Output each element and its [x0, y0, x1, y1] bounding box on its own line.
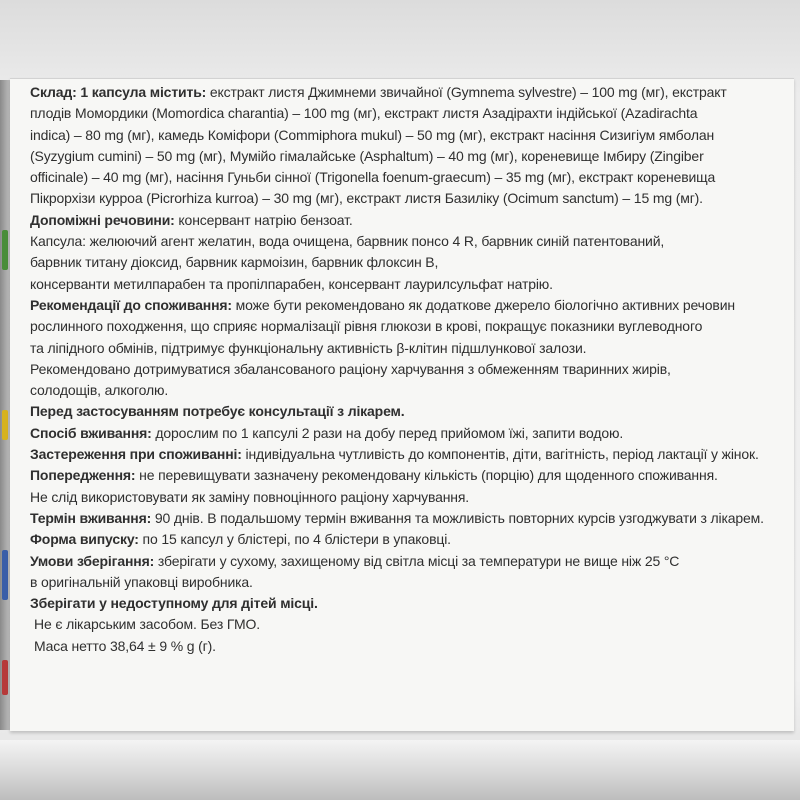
section-text: Капсула: желюючий агент желатин, вода очищена, барвник понсо 4 R, барвник синій патентований,	[30, 233, 665, 250]
label-line	[30, 316, 790, 337]
label-line	[30, 401, 790, 422]
label-line	[30, 359, 790, 380]
label-line	[30, 487, 790, 508]
label-line	[30, 167, 790, 188]
label-line	[30, 125, 790, 146]
label-line	[30, 146, 790, 167]
section-heading: Форма випуску:	[30, 531, 139, 548]
section-text: зберігати у сухому, захищеному від світла місці за температури не вище ніж 25 °С	[154, 552, 680, 569]
edge-stripe-green	[2, 230, 8, 270]
section-text: плодів Момордики (Momordica charantia) – 100 mg (мг), екстракт листя Азадірахти індійської (Azadirachta	[30, 105, 698, 122]
section-text: Не є лікарським засобом. Без ГМО.	[34, 616, 260, 633]
label-line	[30, 274, 790, 295]
section-text: 90 днів. В подальшому термін вживання та можливість повторних курсів узгоджувати з лікарем.	[151, 509, 764, 526]
edge-stripe-yellow	[2, 410, 8, 440]
label-line	[30, 423, 790, 444]
section-text: та ліпідного обмінів, підтримує функціональну активність β-клітин підшлункової залози.	[30, 339, 587, 356]
section-text: барвник титану діоксид, барвник кармоізин, барвник флоксин B,	[30, 254, 439, 271]
section-text: Не слід використовувати як заміну повноцінного раціону харчування.	[30, 488, 470, 505]
section-text: екстракт листя Джимнеми звичайної (Gymnema sylvestre) – 100 mg (мг), екстракт	[206, 84, 727, 100]
section-heading: Зберігати у недоступному для дітей місці.	[30, 595, 318, 612]
section-text: солодощів, алкоголю.	[30, 382, 169, 399]
label-line	[30, 103, 790, 124]
label-line	[30, 614, 790, 635]
label-line	[30, 444, 790, 465]
section-text: може бути рекомендовано як додаткове джерело біологічно активних речовин	[231, 296, 735, 313]
product-label-text	[30, 82, 790, 657]
edge-stripe-red	[2, 660, 8, 695]
package-left-edge	[0, 80, 10, 730]
section-heading: Рекомендації до споживання:	[30, 296, 232, 313]
section-text: Рекомендовано дотримуватися збалансованого раціону харчування з обмеженням тваринних жирів,	[30, 360, 671, 377]
section-text: рослинного походження, що сприяє нормалізації рівня глюкози в крові, покращує показники вуглеводного	[30, 318, 703, 335]
section-text: indica) – 80 mg (мг), камедь Коміфори (Commiphora mukul) – 50 mg (мг), екстракт насіння Сизигіум ямболан	[30, 126, 715, 143]
label-line	[30, 380, 790, 401]
section-heading: Перед застосуванням потребує консультації з лікарем.	[30, 403, 405, 420]
label-line	[30, 508, 790, 529]
section-heading: Умови зберігання:	[30, 552, 155, 569]
section-text: Маса нетто 38,64 ± 9 % g (г).	[34, 637, 216, 654]
section-text: індивідуальна чутливість до компонентів, діти, вагітність, період лактації у жінок.	[241, 446, 759, 463]
section-heading: Термін вживання:	[30, 509, 152, 526]
label-line	[30, 529, 790, 550]
label-line	[30, 465, 790, 486]
label-line	[30, 82, 790, 103]
section-text: по 15 капсул у блістері, по 4 блістери в упаковці.	[138, 531, 451, 548]
section-heading: Склад: 1 капсула містить:	[30, 84, 207, 100]
section-text: (Syzygium cumini) – 50 mg (мг), Мумійо гімалайське (Asphaltum) – 40 mg (мг), кореневище Імбиру (Zingiber	[30, 147, 704, 164]
label-line	[30, 210, 790, 231]
label-line	[30, 338, 790, 359]
section-text: консерванти метилпарабен та пропілпарабен, консервант лаурилсульфат натрію.	[30, 275, 553, 292]
section-text: Пікрорхізи курроа (Picrorhiza kurroa) – 30 mg (мг), екстракт листя Базиліку (Ocimum sanctum) – 15 mg (мг).	[30, 190, 703, 207]
section-heading: Застереження при споживанні:	[30, 446, 242, 463]
label-line	[30, 252, 790, 273]
section-heading: Допоміжні речовини:	[30, 211, 175, 228]
label-line	[30, 636, 790, 657]
section-text: officinale) – 40 mg (мг), насіння Гуньби сінної (Trigonella foenum-graecum) – 35 mg (мг), екстракт кореневища	[30, 169, 716, 186]
section-text: дорослим по 1 капсулі 2 рази на добу перед прийомом їжі, запити водою.	[151, 424, 624, 441]
section-text: не перевищувати зазначену рекомендовану кількість (порцію) для щоденного споживання.	[135, 467, 718, 484]
label-line	[30, 188, 790, 209]
label-line	[30, 593, 790, 614]
section-text: консервант натрію бензоат.	[174, 211, 353, 228]
label-line	[30, 551, 790, 572]
section-text: в оригінальній упаковці виробника.	[30, 573, 253, 590]
package-bottom-edge	[0, 740, 800, 800]
label-line	[30, 295, 790, 316]
section-heading: Спосіб вживання:	[30, 424, 152, 441]
section-heading: Попередження:	[30, 467, 136, 484]
edge-stripe-blue	[2, 550, 8, 600]
label-line	[30, 231, 790, 252]
label-line	[30, 572, 790, 593]
